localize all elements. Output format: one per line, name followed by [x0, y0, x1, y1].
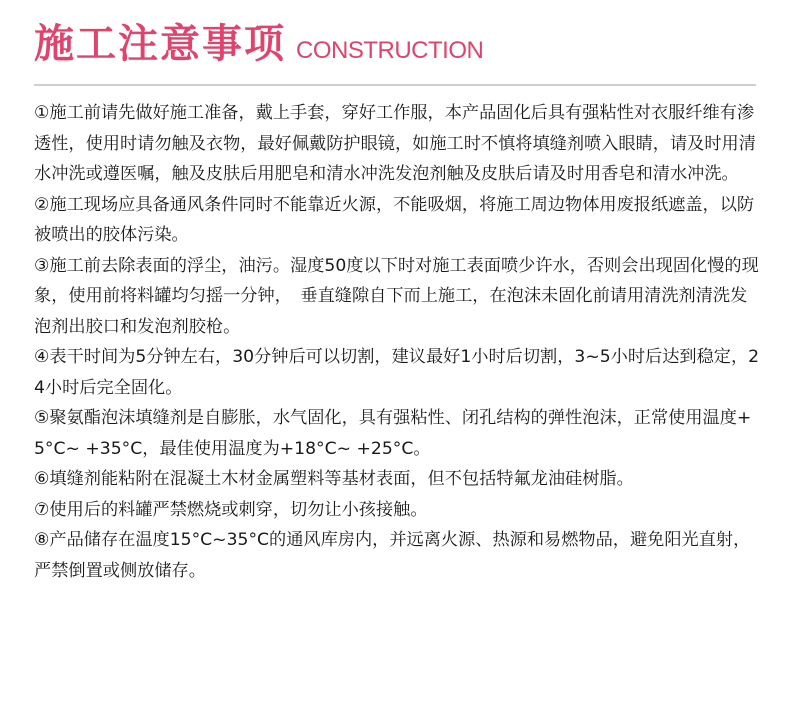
note-item-8: ⑧产品储存在温度15°C~35°C的通风库房内，并远离火源、热源和易燃物品，避免阳光直射，严禁倒置或侧放储存。 [34, 530, 751, 581]
section-subtitle: CONSTRUCTION [296, 37, 484, 64]
section-title: 施工注意事项 [34, 21, 286, 67]
header-divider [34, 84, 756, 86]
note-item-4: ④表干时间为5分钟左右，30分钟后可以切割，建议最好1小时后切割，3~5小时后达到稳定，24小时后完全固化。 [34, 347, 760, 398]
note-item-6: ⑥填缝剂能粘附在混凝土木材金属塑料等基材表面，但不包括特氟龙油硅树脂。 [34, 469, 634, 489]
notes-list [34, 98, 760, 586]
note-item-2: ②施工现场应具备通风条件同时不能靠近火源，不能吸烟，将施工周边物体用废报纸遮盖，以防被喷出的胶体污染。 [34, 194, 755, 245]
section-header [34, 20, 483, 68]
note-item-7: ⑦使用后的料罐严禁燃烧或刺穿，切勿让小孩接触。 [34, 499, 428, 520]
note-item-5: ⑤聚氨酯泡沫填缝剂是自膨胀，水气固化，具有强粘性、闭孔结构的弹性泡沫，正常使用温度+5°C~ +35°C，最佳使用温度为+18°C~ +25°C。 [34, 408, 752, 459]
note-item-1: ①施工前请先做好施工准备，戴上手套，穿好工作服，本产品固化后具有强粘性对衣服纤维有渗透性，使用时请勿触及衣物，最好佩戴防护眼镜，如施工时不慎将填缝剂喷入眼睛，请及时用清水冲洗或遵医嘱，触及皮肤后用肥皂和清水冲洗发泡剂触及皮肤后请及时用香皂和清水冲洗。 [34, 103, 756, 184]
note-item-3: ③施工前去除表面的浮尘，油污。湿度50度以下时对施工表面喷少许水，否则会出现固化慢的现象，使用前将料罐均匀摇一分钟， 垂直缝隙自下而上施工，在泡沫未固化前请用清洗剂清洗发泡剂出胶口和发泡剂胶枪。 [34, 255, 759, 337]
